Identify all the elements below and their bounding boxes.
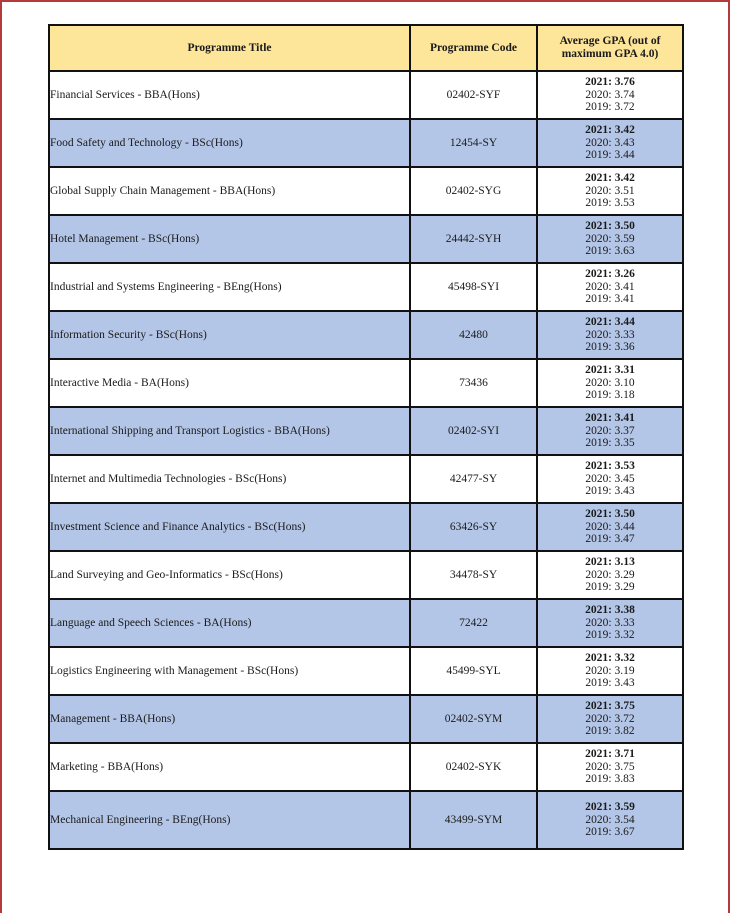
table-row [49, 263, 683, 311]
programme-code-cell: 24442-SYH [410, 215, 537, 263]
programme-code-cell: 02402-SYI [410, 407, 537, 455]
gpa-cell [537, 551, 683, 599]
programme-code-cell: 45498-SYI [410, 263, 537, 311]
gpa-2020: 2020: 3.74 [585, 88, 635, 101]
programme-title-cell: Internet and Multimedia Technologies - BSc(Hons) [49, 455, 410, 503]
programme-title-cell: Interactive Media - BA(Hons) [49, 359, 410, 407]
table-row [49, 551, 683, 599]
gpa-2019: 2019: 3.29 [585, 581, 635, 594]
table-row [49, 503, 683, 551]
programme-title-cell: Mechanical Engineering - BEng(Hons) [49, 791, 410, 849]
gpa-2020: 2020: 3.29 [585, 568, 635, 581]
gpa-2021: 2021: 3.53 [585, 460, 635, 473]
gpa-2021: 2021: 3.42 [585, 124, 635, 137]
programme-title-cell: Financial Services - BBA(Hons) [49, 71, 410, 119]
gpa-2019: 2019: 3.83 [585, 773, 635, 786]
programme-title-cell: Industrial and Systems Engineering - BEng(Hons) [49, 263, 410, 311]
programme-title-cell: Global Supply Chain Management - BBA(Hons) [49, 167, 410, 215]
programme-code-cell: 12454-SY [410, 119, 537, 167]
gpa-2019: 2019: 3.18 [585, 389, 635, 402]
table-row [49, 71, 683, 119]
gpa-2020: 2020: 3.45 [585, 472, 635, 485]
gpa-2021: 2021: 3.76 [585, 76, 635, 89]
gpa-2021: 2021: 3.59 [585, 801, 635, 814]
gpa-2020: 2020: 3.44 [585, 520, 635, 533]
programme-title-cell: Food Safety and Technology - BSc(Hons) [49, 119, 410, 167]
gpa-2021: 2021: 3.75 [585, 700, 635, 713]
table-row [49, 311, 683, 359]
table-row [49, 407, 683, 455]
gpa-2021: 2021: 3.32 [585, 652, 635, 665]
programme-code-cell: 02402-SYK [410, 743, 537, 791]
table-row [49, 695, 683, 743]
gpa-2020: 2020: 3.75 [585, 760, 635, 773]
gpa-cell [537, 599, 683, 647]
table-row [49, 647, 683, 695]
gpa-2020: 2020: 3.10 [585, 376, 635, 389]
programme-title-cell: Management - BBA(Hons) [49, 695, 410, 743]
table-row [49, 119, 683, 167]
gpa-cell [537, 647, 683, 695]
gpa-2020: 2020: 3.43 [585, 136, 635, 149]
gpa-2020: 2020: 3.54 [585, 813, 635, 826]
header-gpa-line1: Average GPA (out of [559, 35, 661, 47]
gpa-2019: 2019: 3.43 [585, 677, 635, 690]
gpa-2021: 2021: 3.41 [585, 412, 635, 425]
gpa-cell [537, 215, 683, 263]
gpa-cell [537, 695, 683, 743]
gpa-2020: 2020: 3.33 [585, 328, 635, 341]
gpa-2021: 2021: 3.13 [585, 556, 635, 569]
gpa-cell [537, 71, 683, 119]
gpa-2019: 2019: 3.67 [585, 826, 635, 839]
gpa-2021: 2021: 3.44 [585, 316, 635, 329]
programme-code-cell: 02402-SYF [410, 71, 537, 119]
gpa-2021: 2021: 3.50 [585, 220, 635, 233]
gpa-2019: 2019: 3.43 [585, 485, 635, 498]
gpa-2019: 2019: 3.44 [585, 149, 635, 162]
programme-title-cell: Investment Science and Finance Analytics - BSc(Hons) [49, 503, 410, 551]
gpa-2020: 2020: 3.37 [585, 424, 635, 437]
gpa-cell [537, 167, 683, 215]
gpa-2021: 2021: 3.71 [585, 748, 635, 761]
gpa-2019: 2019: 3.35 [585, 437, 635, 450]
programme-title-cell: Language and Speech Sciences - BA(Hons) [49, 599, 410, 647]
gpa-2021: 2021: 3.42 [585, 172, 635, 185]
gpa-2020: 2020: 3.59 [585, 232, 635, 245]
header-average-gpa [537, 25, 683, 71]
table-row [49, 167, 683, 215]
header-gpa-line2: maximum GPA 4.0) [561, 48, 659, 60]
gpa-2020: 2020: 3.19 [585, 664, 635, 677]
gpa-2019: 2019: 3.72 [585, 101, 635, 114]
gpa-cell [537, 311, 683, 359]
gpa-2019: 2019: 3.63 [585, 245, 635, 258]
gpa-2021: 2021: 3.26 [585, 268, 635, 281]
gpa-2020: 2020: 3.41 [585, 280, 635, 293]
header-programme-code: Programme Code [410, 25, 537, 71]
gpa-cell [537, 503, 683, 551]
gpa-cell [537, 743, 683, 791]
gpa-cell [537, 119, 683, 167]
table-row [49, 215, 683, 263]
gpa-2021: 2021: 3.38 [585, 604, 635, 617]
gpa-2020: 2020: 3.72 [585, 712, 635, 725]
gpa-2019: 2019: 3.41 [585, 293, 635, 306]
programme-code-cell: 02402-SYM [410, 695, 537, 743]
programme-code-cell: 42477-SY [410, 455, 537, 503]
programme-title-cell: Hotel Management - BSc(Hons) [49, 215, 410, 263]
programme-title-cell: International Shipping and Transport Logistics - BBA(Hons) [49, 407, 410, 455]
programme-code-cell: 45499-SYL [410, 647, 537, 695]
gpa-cell [537, 359, 683, 407]
programme-code-cell: 72422 [410, 599, 537, 647]
programme-code-cell: 73436 [410, 359, 537, 407]
programme-title-cell: Land Surveying and Geo-Informatics - BSc(Hons) [49, 551, 410, 599]
gpa-table [48, 24, 684, 850]
gpa-cell [537, 455, 683, 503]
table-row [49, 599, 683, 647]
programme-title-cell: Logistics Engineering with Management - BSc(Hons) [49, 647, 410, 695]
gpa-2019: 2019: 3.53 [585, 197, 635, 210]
programme-code-cell: 42480 [410, 311, 537, 359]
gpa-2021: 2021: 3.31 [585, 364, 635, 377]
header-programme-title: Programme Title [49, 25, 410, 71]
programme-title-cell: Marketing - BBA(Hons) [49, 743, 410, 791]
gpa-2019: 2019: 3.47 [585, 533, 635, 546]
gpa-2019: 2019: 3.36 [585, 341, 635, 354]
table-row [49, 791, 683, 849]
gpa-2019: 2019: 3.82 [585, 725, 635, 738]
gpa-cell [537, 407, 683, 455]
table-row [49, 359, 683, 407]
programme-code-cell: 43499-SYM [410, 791, 537, 849]
programme-title-cell: Information Security - BSc(Hons) [49, 311, 410, 359]
table-row [49, 455, 683, 503]
gpa-2020: 2020: 3.33 [585, 616, 635, 629]
table-header-row [49, 25, 683, 71]
gpa-2019: 2019: 3.32 [585, 629, 635, 642]
gpa-cell [537, 791, 683, 849]
programme-code-cell: 34478-SY [410, 551, 537, 599]
gpa-2021: 2021: 3.50 [585, 508, 635, 521]
programme-code-cell: 63426-SY [410, 503, 537, 551]
programme-code-cell: 02402-SYG [410, 167, 537, 215]
gpa-2020: 2020: 3.51 [585, 184, 635, 197]
table-row [49, 743, 683, 791]
gpa-cell [537, 263, 683, 311]
